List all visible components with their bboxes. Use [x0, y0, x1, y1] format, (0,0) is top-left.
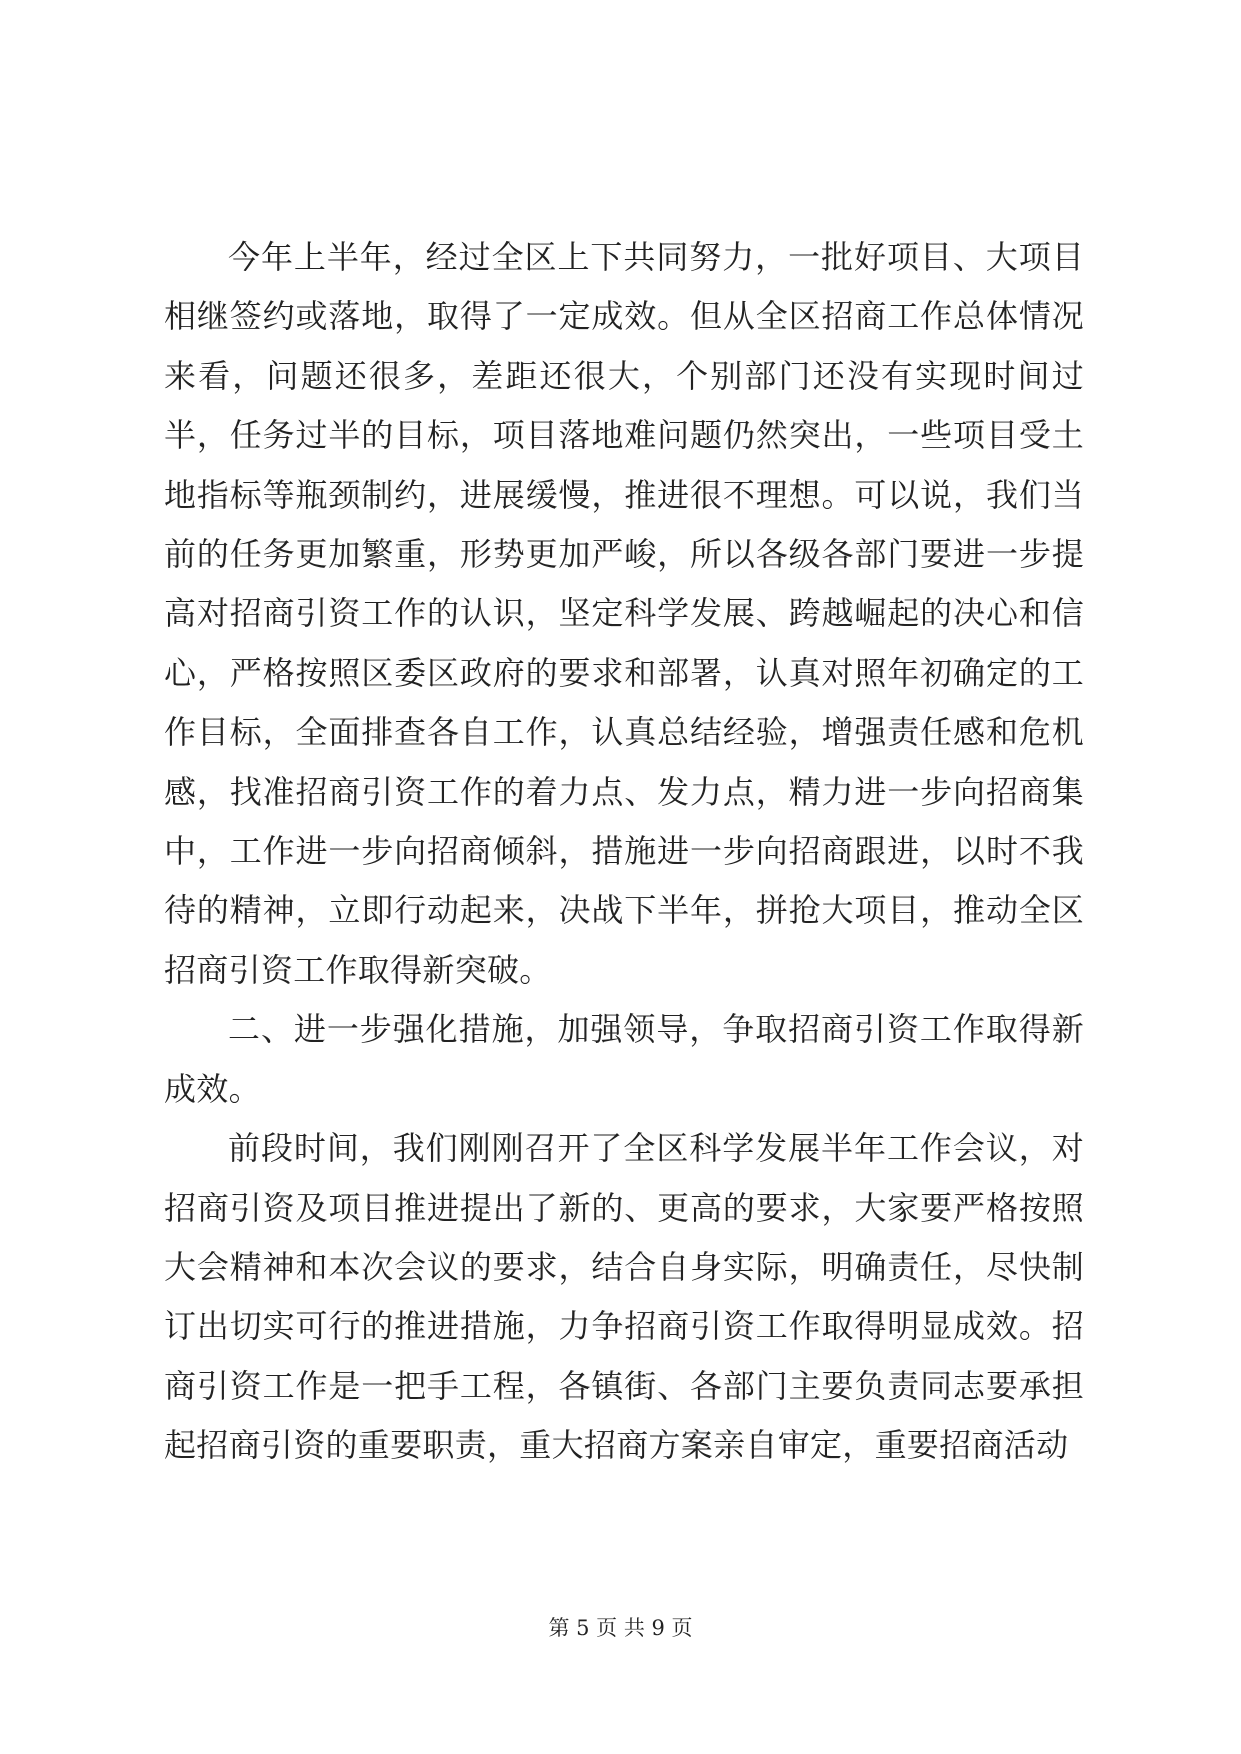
section-heading: 二、进一步强化措施，加强领导，争取招商引资工作取得新成效。	[164, 1010, 1084, 1108]
paragraph-2: 前段时间，我们刚刚召开了全区科学发展半年工作会议，对招商引资及项目推进提出了新的、更高的要求，大家要严格按照大会精神和本次会议的要求，结合自身实际，明确责任，尽快制订出切实可行的推进措施，力争招商引资工作取得明显成效。招商引资工作是一把手工程，各镇街、各部门主要负责同志要承担起招商引资的重要职责，重大招商方案亲自审定，重要招商活动	[164, 1129, 1084, 1465]
document-body	[164, 228, 1084, 1476]
page-number-footer: 第 5 页 共 9 页	[548, 1616, 693, 1640]
paragraph-1: 今年上半年，经过全区上下共同努力，一批好项目、大项目相继签约或落地，取得了一定成效。但从全区招商工作总体情况来看，问题还很多，差距还很大，个别部门还没有实现时间过半，任务过半的目标，项目落地难问题仍然突出，一些项目受土地指标等瓶颈制约，进展缓慢，推进很不理想。可以说，我们当前的任务更加繁重，形势更加严峻，所以各级各部门要进一步提高对招商引资工作的认识，坚定科学发展、跨越崛起的决心和信心，严格按照区委区政府的要求和部署，认真对照年初确定的工作目标，全面排查各自工作，认真总结经验，增强责任感和危机感，找准招商引资工作的着力点、发力点，精力进一步向招商集中，工作进一步向招商倾斜，措施进一步向招商跟进，以时不我待的精神，立即行动起来，决战下半年，拼抢大项目，推动全区招商引资工作取得新突破。	[164, 238, 1084, 989]
